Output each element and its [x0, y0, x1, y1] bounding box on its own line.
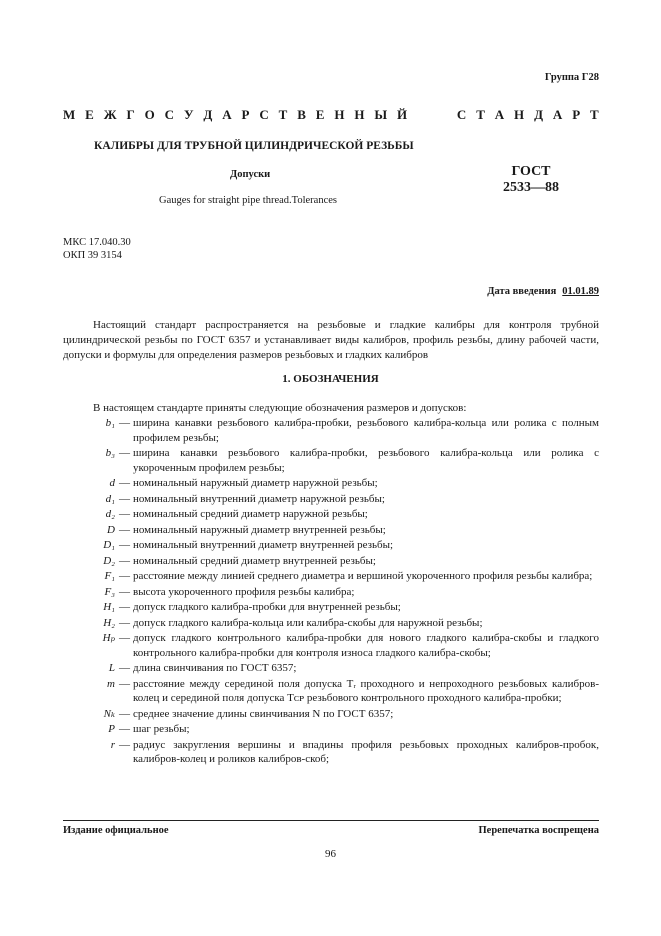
definition-text: ширина канавки резьбового калибра-пробки, резьбового калибра-кольца или ролика с полным профилем резьбы;: [133, 417, 599, 444]
definition-dash: —: [119, 677, 130, 690]
definition-symbol: D₂: [103, 554, 115, 567]
footer-rule: [63, 820, 599, 821]
definition-dash: —: [119, 492, 130, 505]
definition-text: длина свинчивания по ГОСТ 6357;: [133, 662, 297, 674]
definition-symbol: D: [107, 523, 115, 536]
heading-letter: В: [297, 107, 306, 122]
gost-number: 2533—88: [503, 180, 559, 195]
definition-symbol: d₁: [105, 492, 115, 505]
heading-letter: Н: [514, 107, 525, 122]
heading-letter: А: [222, 107, 232, 122]
heading-letter: Н: [334, 107, 345, 122]
heading-letter: Й: [397, 107, 408, 122]
definition-symbol: H₂: [103, 616, 115, 629]
page-number: 96: [325, 848, 336, 860]
definition-text: допуск гладкого калибра-кольца или калибра-скобы для наружной резьбы;: [133, 616, 483, 629]
mks-code: МКС 17.040.30: [63, 237, 131, 248]
definition-dash: —: [119, 632, 130, 644]
definition-dash: —: [119, 738, 130, 751]
definition-symbol: D₁: [103, 539, 115, 551]
english-title: Gauges for straight pipe thread.Tolerances: [159, 195, 337, 206]
definition-text: радиус закругления вершины и впадины профиля резьбовых проходных калибров-пробок, калибров-колец и роликов калибров-скоб;: [133, 738, 599, 765]
definition-dash: —: [119, 616, 130, 629]
document-subtitle: Допуски: [230, 169, 271, 180]
definition-symbol: b₁: [105, 417, 115, 429]
definition-dash: —: [119, 477, 130, 489]
definition-item: [63, 523, 599, 538]
definition-dash: —: [119, 508, 130, 520]
definition-symbol: H₁: [103, 601, 115, 613]
definition-text: шаг резьбы;: [133, 723, 190, 735]
definition-dash: —: [119, 523, 130, 536]
definition-text: номинальный наружный диаметр наружной резьбы;: [133, 477, 378, 489]
definition-text: высота укороченного профиля резьбы калибра;: [133, 585, 355, 598]
definition-symbol: d₂: [105, 508, 115, 520]
standard-heading: [63, 107, 599, 123]
definition-text: номинальный внутренний диаметр внутренней резьбы;: [133, 539, 394, 551]
heading-letter: Т: [476, 107, 485, 122]
heading-letter: Ж: [103, 107, 117, 122]
definition-item: [63, 738, 599, 767]
heading-letter: Р: [241, 107, 250, 122]
definitions-list: [63, 416, 599, 768]
heading-letter: Д: [203, 107, 213, 122]
definition-text: номинальный средний диаметр внутренней резьбы;: [133, 554, 376, 567]
heading-letter: Н: [354, 107, 365, 122]
definition-text: расстояние между серединой поля допуска Tᵣ проходного и непроходного резьбовых калибров-колец и серединой поля допуска Tᴄᴘ резьбового контрольного проходного калибра-пробки;: [133, 677, 599, 704]
definition-text: расстояние между линией среднего диаметра и вершиной укороченного профиля резьбы калибра;: [133, 570, 593, 582]
definition-item: [63, 507, 599, 522]
heading-letter: Ы: [374, 107, 388, 122]
section-title: 1. ОБОЗНАЧЕНИЯ: [282, 373, 379, 385]
heading-letter: Т: [590, 107, 599, 122]
definition-dash: —: [119, 554, 130, 567]
definition-symbol: P: [108, 723, 115, 735]
definition-text: среднее значение длины свинчивания N по ГОСТ 6357;: [133, 707, 394, 720]
definition-item: [63, 707, 599, 722]
gost-label: ГОСТ: [511, 164, 551, 179]
heading-letter: С: [164, 107, 175, 122]
definition-item: [63, 446, 599, 475]
definition-text: номинальный средний диаметр наружной резьбы;: [133, 508, 368, 520]
definition-symbol: L: [108, 662, 115, 674]
definition-item: [63, 416, 599, 445]
definition-dash: —: [119, 723, 130, 735]
intro-date-value: 01.01.89: [562, 286, 599, 297]
heading-letter: Г: [126, 107, 135, 122]
introduction-date: [487, 286, 599, 297]
definition-item: [63, 569, 599, 584]
definition-dash: —: [119, 707, 130, 720]
okp-code: ОКП 39 3154: [63, 250, 122, 261]
footer-official-edition: Издание официальное: [63, 825, 169, 836]
definition-item: [63, 554, 599, 569]
footer-reprint-prohibited: Перепечатка воспрещена: [478, 825, 599, 836]
definition-symbol: m: [107, 677, 115, 690]
heading-letter: О: [144, 107, 155, 122]
document-title: КАЛИБРЫ ДЛЯ ТРУБНОЙ ЦИЛИНДРИЧЕСКОЙ РЕЗЬБЫ: [94, 140, 414, 152]
heading-letter: С: [259, 107, 269, 122]
definition-item: [63, 677, 599, 706]
gost-designation: [503, 164, 559, 196]
heading-letter: У: [183, 107, 194, 122]
definition-item: [63, 661, 599, 676]
definition-text: номинальный наружный диаметр внутренней резьбы;: [133, 523, 386, 536]
heading-letter: Е: [315, 107, 325, 122]
definition-item: [63, 600, 599, 615]
heading-letter: М: [63, 107, 76, 122]
heading-letter: Д: [534, 107, 544, 122]
group-code: Группа Г28: [544, 72, 599, 83]
definition-symbol: b₃: [105, 447, 115, 459]
definition-item: [63, 538, 599, 553]
definition-item: [63, 616, 599, 631]
definition-item: [63, 476, 599, 491]
definition-item: [63, 585, 599, 600]
definition-text: допуск гладкого калибра-пробки для внутренней резьбы;: [133, 601, 401, 613]
definition-symbol: r: [110, 738, 115, 751]
definition-symbol: d: [109, 477, 115, 489]
definition-text: ширина канавки резьбового калибра-пробки, резьбового калибра-кольца или ролика с укороченным профилем резьбы;: [133, 447, 599, 474]
definition-text: номинальный внутренний диаметр наружной резьбы;: [133, 492, 385, 505]
heading-letter: А: [494, 107, 505, 122]
definition-symbol: F₁: [104, 570, 115, 582]
definition-symbol: Nₖ: [103, 707, 115, 720]
heading-letter: А: [552, 107, 563, 122]
heading-letter: Т: [278, 107, 288, 122]
heading-letter: С: [456, 107, 467, 122]
heading-letter: Р: [572, 107, 581, 122]
classification-codes: [63, 236, 131, 262]
definition-dash: —: [119, 447, 130, 459]
section-lead: В настоящем стандарте приняты следующие обозначения размеров и допусков:: [93, 402, 467, 414]
definition-symbol: Hₚ: [102, 632, 115, 644]
definition-dash: —: [119, 601, 130, 613]
definition-symbol: F₃: [104, 585, 115, 598]
definition-text: допуск гладкого контрольного калибра-пробки для нового гладкого калибра-скобы и гладкого контрольного калибра-пробки для контроля износа гладкого калибра-скобы;: [133, 632, 599, 659]
definition-dash: —: [119, 539, 130, 551]
definition-item: [63, 722, 599, 737]
definition-dash: —: [119, 417, 130, 429]
definition-item: [63, 631, 599, 660]
intro-paragraph: Настоящий стандарт распространяется на резьбовые и гладкие калибры для контроля трубной цилиндрической резьбы по ГОСТ 6357 и устанавливает виды калибров, профиль резьбы, длину рабочей части, допуски и формулы для определения размеров резьбовых и гладких калибров: [63, 319, 599, 361]
definition-dash: —: [119, 570, 130, 582]
heading-gap: [417, 107, 447, 123]
intro-date-label: Дата введения: [487, 286, 557, 297]
definition-dash: —: [119, 662, 130, 674]
definition-item: [63, 492, 599, 507]
definition-dash: —: [119, 585, 130, 598]
heading-letter: Е: [85, 107, 94, 122]
